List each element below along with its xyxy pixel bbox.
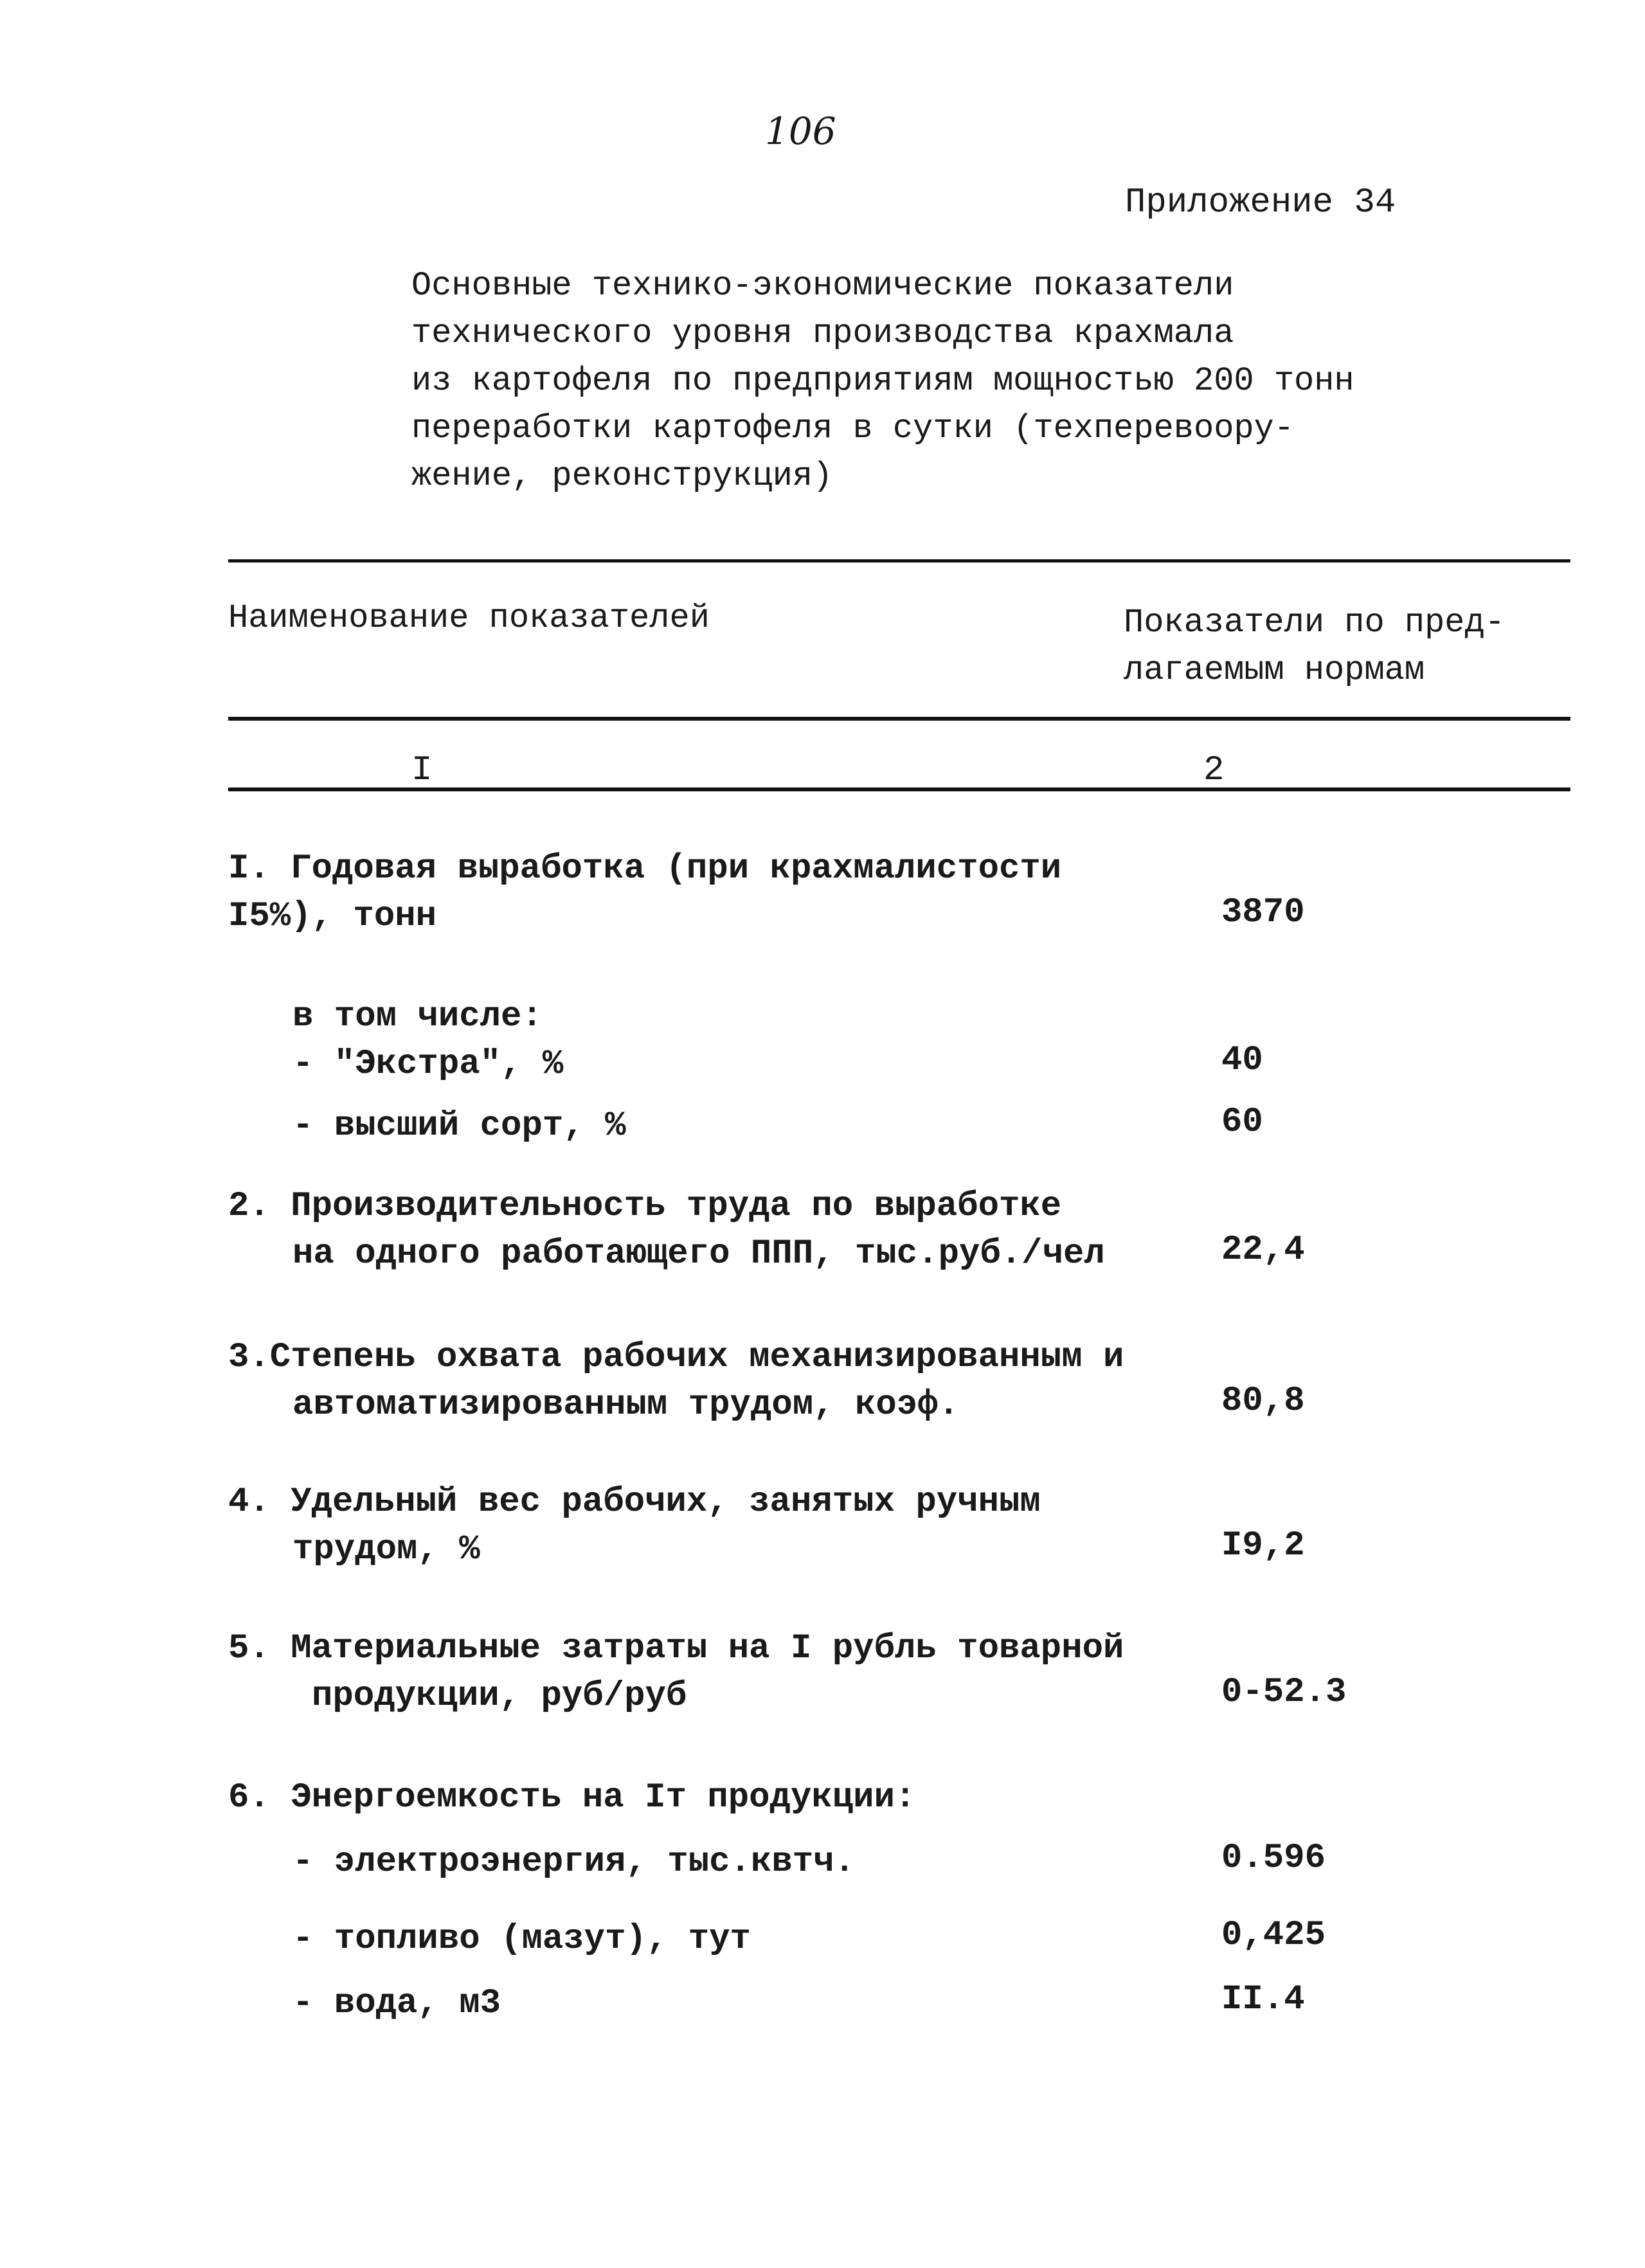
table-row-value: I9,2 (1221, 1526, 1305, 1565)
row-line: - топливо (мазут), тут (292, 1920, 751, 1959)
row-line: - электроэнергия, тыс.квтч. (292, 1842, 855, 1882)
page-number: 106 (765, 109, 836, 153)
row-line: 4. Удельный вес рабочих, занятых ручным (228, 1482, 1041, 1522)
header-bottom-rule (228, 717, 1570, 721)
table-row-label (228, 1334, 1124, 1429)
row-line: I5%), тонн (228, 897, 437, 936)
table-row-label (228, 845, 1061, 941)
column-number-2: 2 (1203, 751, 1225, 790)
table-row-label (228, 1102, 625, 1150)
appendix-label: Приложение 34 (1125, 183, 1396, 222)
row-line: I. Годовая выработка (при крахмалистости (228, 849, 1062, 888)
row-line: - высший сорт, % (292, 1106, 626, 1146)
row-line: - вода, м3 (292, 1984, 501, 2023)
title-line: жение, реконструкция) (411, 457, 833, 495)
row-line: 2. Производительность труда по выработке (228, 1187, 1062, 1226)
row-line: в том числе: (292, 997, 543, 1036)
table-row-value: 0,425 (1221, 1916, 1326, 1955)
title-line: Основные технико-экономические показатели (411, 267, 1234, 305)
title-line: технического уровня производства крахмала (411, 314, 1234, 352)
column-header-line: лагаемым нормам (1124, 651, 1425, 689)
row-line: трудом, % (292, 1530, 480, 1569)
column-header-name: Наименование показателей (228, 599, 710, 637)
row-line: на одного работающего ППП, тыс.руб./чел (292, 1234, 1105, 1274)
table-row-label (228, 1774, 915, 1822)
table-row-value: 0-52.3 (1221, 1673, 1347, 1712)
table-row-label (228, 1479, 1041, 1574)
column-header-line: Показатели по пред- (1124, 604, 1505, 642)
table-row-value: 22,4 (1221, 1230, 1305, 1270)
table-row-value: 80,8 (1221, 1382, 1305, 1421)
row-line: 3.Степень охвата рабочих механизированным и (228, 1338, 1124, 1377)
table-row-label (228, 1916, 751, 1963)
table-row-label (228, 1183, 1105, 1278)
row-line: 6. Энергоемкость на Iт продукции: (228, 1778, 916, 1817)
row-line: автоматизированным трудом, коэф. (292, 1385, 959, 1425)
table-top-rule (228, 559, 1570, 562)
table-row-value: 60 (1221, 1102, 1263, 1142)
title-line: переработки картофеля в сутки (техперевоору- (411, 410, 1295, 447)
table-row-label (228, 993, 563, 1088)
row-line: 5. Материальные затраты на I рубль товарной (228, 1629, 1124, 1668)
table-row-value: 0.596 (1221, 1839, 1326, 1878)
table-row-value: 40 (1221, 1041, 1263, 1080)
table-row-label (228, 1839, 855, 1886)
table-row-label (228, 1625, 1124, 1720)
column-header-values (1124, 599, 1505, 694)
column-number-1: I (411, 751, 433, 790)
title-line: из картофеля по предприятиям мощностью 200 тонн (411, 362, 1354, 400)
table-row-value: 3870 (1221, 893, 1305, 932)
row-line: продукции, руб/руб (312, 1677, 687, 1716)
table-row-value: II.4 (1221, 1980, 1305, 2019)
document-title (411, 262, 1354, 500)
table-row-label (228, 1980, 501, 2028)
row-line: - "Экстра", % (292, 1045, 564, 1084)
